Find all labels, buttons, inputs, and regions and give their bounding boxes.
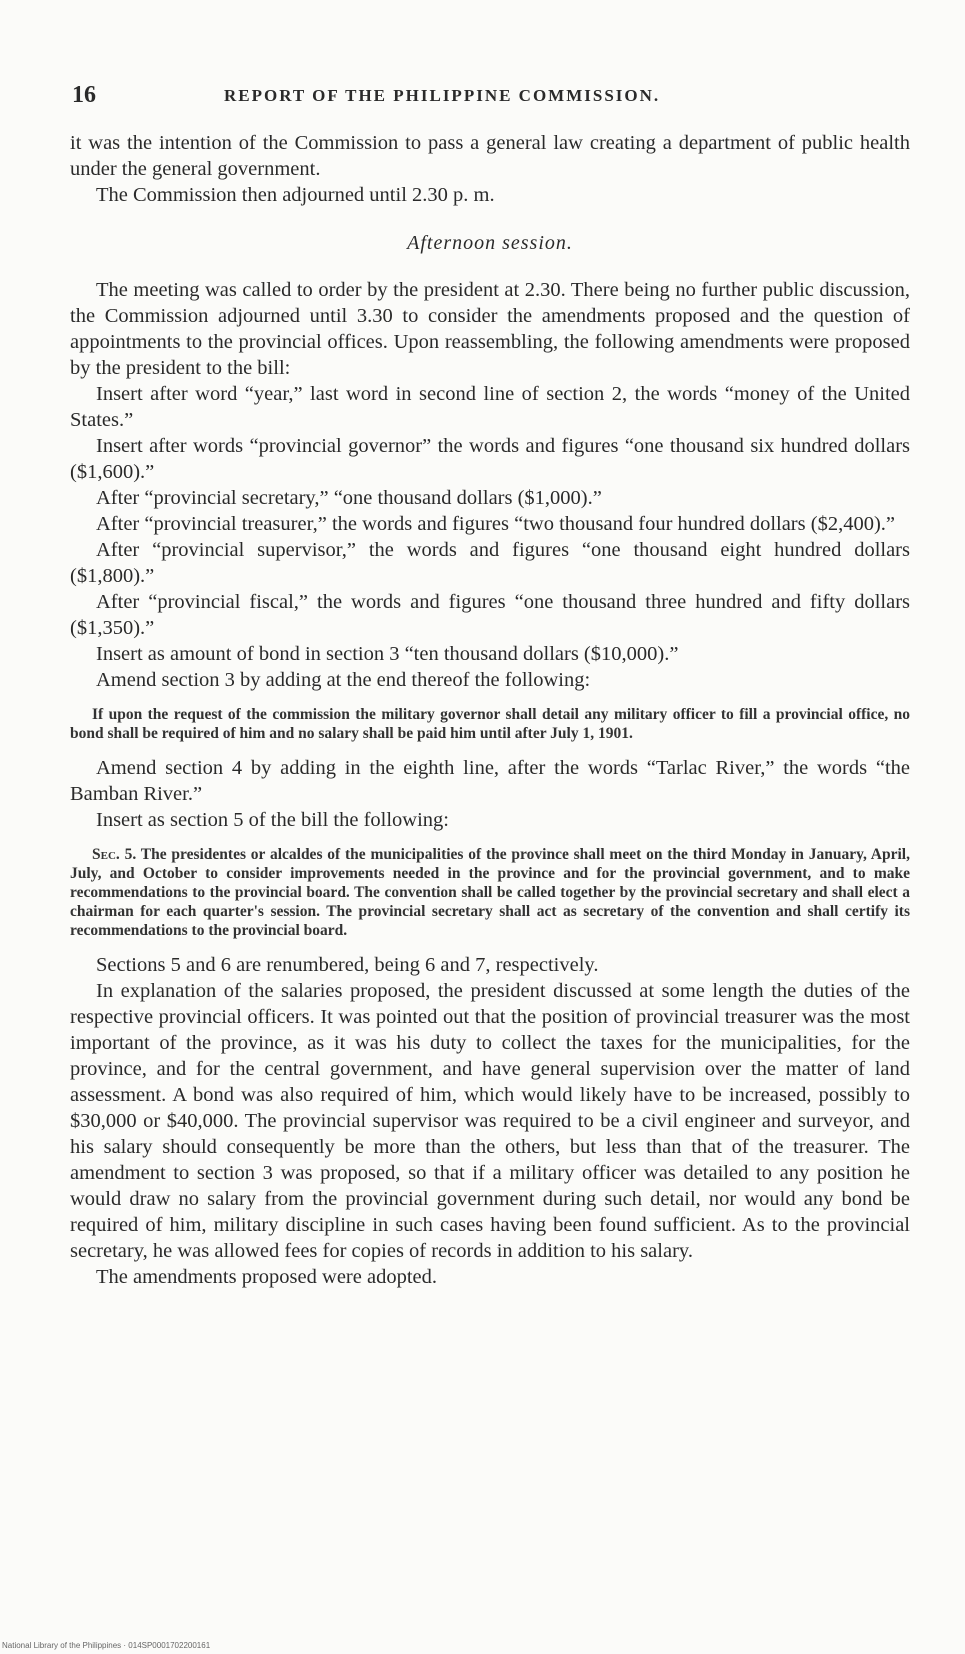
paragraph: Insert as section 5 of the bill the following: bbox=[96, 809, 449, 831]
block-quote: If upon the request of the commission the military governor shall detail any military officer to fill a provincial office, no bond shall be required of him and no salary shall be paid him until after July 1, 1901. bbox=[70, 706, 910, 742]
block-quote bbox=[70, 845, 910, 940]
document-body bbox=[70, 130, 910, 1290]
source-watermark: National Library of the Philippines · 014SP0001702200161 bbox=[2, 1641, 211, 1650]
page-number: 16 bbox=[72, 82, 96, 108]
section-label: Sec. 5. bbox=[92, 846, 137, 863]
paragraph: After “provincial fiscal,” the words and figures “one thousand three hundred and fifty dollars ($1,350).” bbox=[70, 591, 910, 639]
paragraph: Sections 5 and 6 are renumbered, being 6 and 7, respectively. bbox=[96, 954, 599, 976]
page-header bbox=[72, 82, 912, 112]
paragraph: Amend section 4 by adding in the eighth line, after the words “Tarlac River,” the words “the Bamban River.” bbox=[70, 757, 910, 805]
paragraph: Insert after word “year,” last word in second line of section 2, the words “money of the United States.” bbox=[70, 383, 910, 431]
paragraph: In explanation of the salaries proposed, the president discussed at some length the duties of the respective provincial officers. It was pointed out that the position of provincial treasurer was the most important of the province, as it was his duty to collect the taxes for the municipalities, for the province, and for the central government, and have general supervision over the matter of land assessment. A bond was also required of him, which would likely have to be increased, possibly to $30,000 or $40,000. The provincial supervisor was required to be a civil engineer and surveyor, and his salary should consequently be more than the others, but less than that of the treasurer. The amendment to section 3 was proposed, so that if a military officer was detailed to any position he would draw no salary from the provincial government during such detail, nor would any bond be required of him, military discipline in such cases having been found sufficient. As to the provincial secretary, he was allowed fees for copies of records in addition to his salary. bbox=[70, 980, 910, 1262]
paragraph: The meeting was called to order by the president at 2.30. There being no further public discussion, the Commission adjourned until 3.30 to consider the amendments proposed and the question of appointments to the provincial offices. Upon reassembling, the following amendments were proposed by the president to the bill: bbox=[70, 279, 910, 379]
paragraph: it was the intention of the Commission to pass a general law creating a department of public health under the general government. bbox=[70, 132, 910, 180]
running-title: REPORT OF THE PHILIPPINE COMMISSION. bbox=[224, 86, 661, 105]
paragraph: The Commission then adjourned until 2.30 p. m. bbox=[96, 184, 495, 206]
paragraph: Insert after words “provincial governor” the words and figures “one thousand six hundred dollars ($1,600).” bbox=[70, 435, 910, 483]
paragraph: After “provincial treasurer,” the words and figures “two thousand four hundred dollars ($2,400).” bbox=[96, 513, 895, 535]
paragraph: Amend section 3 by adding at the end thereof the following: bbox=[96, 669, 591, 691]
paragraph: After “provincial supervisor,” the words and figures “one thousand eight hundred dollars ($1,800).” bbox=[70, 539, 910, 587]
paragraph: After “provincial secretary,” “one thousand dollars ($1,000).” bbox=[96, 487, 602, 509]
paragraph: The amendments proposed were adopted. bbox=[96, 1266, 437, 1288]
quote-text: The presidentes or alcaldes of the municipalities of the province shall meet on the third Monday in January, April, July, and October to consider improvements needed in the province and for the provincial government, and to make recommendations to the provincial board. The convention shall be called together by the provincial secretary and shall elect a chairman for each quarter's session. The provincial secretary shall act as secretary of the convention and shall certify its recommendations to the provincial board. bbox=[70, 846, 910, 939]
paragraph: Insert as amount of bond in section 3 “ten thousand dollars ($10,000).” bbox=[96, 643, 679, 665]
section-heading: Afternoon session. bbox=[407, 232, 573, 254]
